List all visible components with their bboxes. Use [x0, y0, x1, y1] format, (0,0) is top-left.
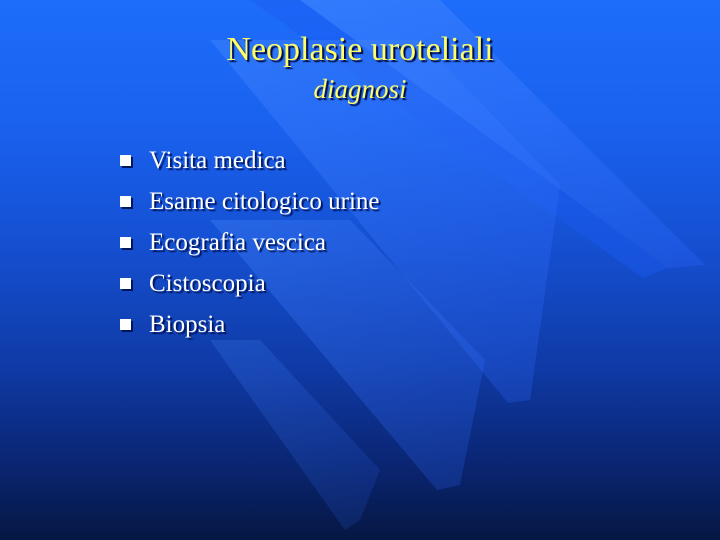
- slide-title: Neoplasie uroteliali: [226, 31, 494, 68]
- list-item: [120, 266, 379, 307]
- list-item-label: Visita medica: [149, 147, 286, 174]
- list-item: [120, 184, 379, 225]
- list-item: [120, 225, 379, 266]
- list-item-label: Biopsia: [149, 311, 226, 338]
- list-item-label: Cistoscopia: [149, 270, 266, 297]
- list-item-label: Esame citologico urine: [149, 188, 380, 215]
- square-bullet-icon: [120, 196, 131, 207]
- list-item: [120, 143, 379, 184]
- list-item: [120, 307, 379, 348]
- list-item-label: Ecografia vescica: [149, 229, 326, 256]
- slide-subtitle: diagnosi: [313, 74, 407, 104]
- square-bullet-icon: [120, 237, 131, 248]
- square-bullet-icon: [120, 319, 131, 330]
- square-bullet-icon: [120, 155, 131, 166]
- bullet-list: [120, 143, 379, 348]
- square-bullet-icon: [120, 278, 131, 289]
